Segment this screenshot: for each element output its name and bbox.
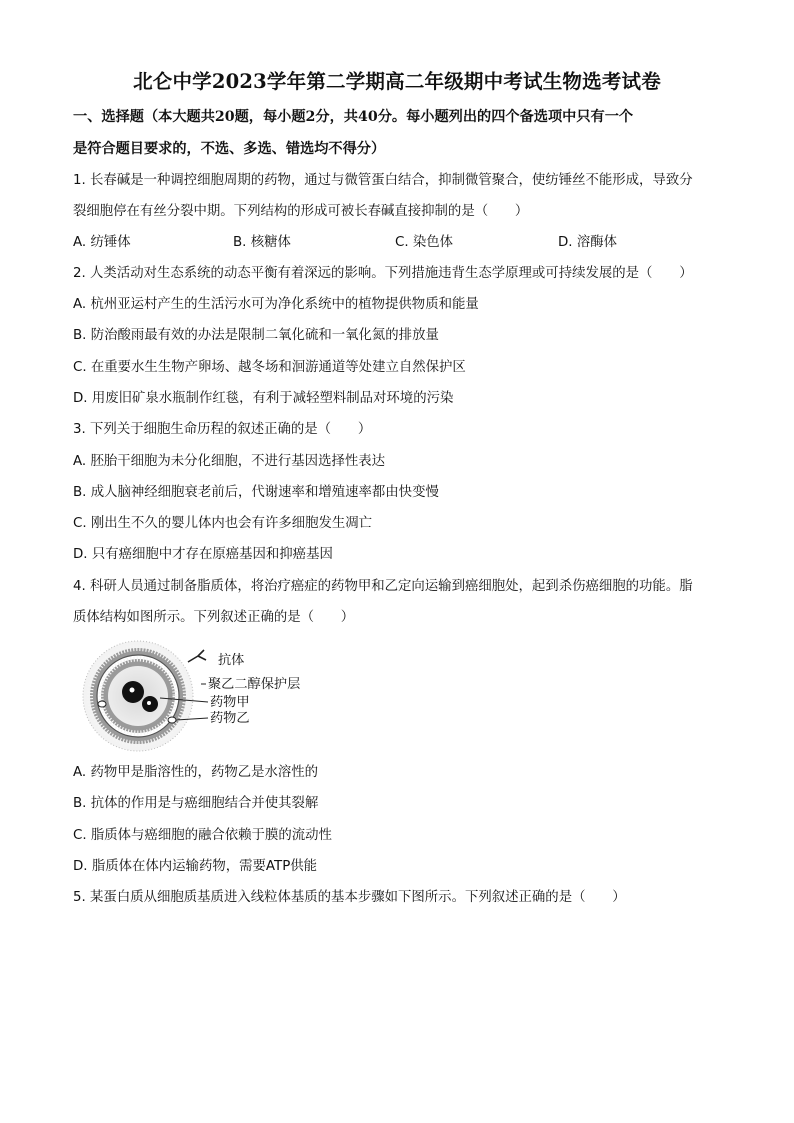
- q4-stem-line-1: 4. 科研人员通过制备脂质体，将治疗癌症的药物甲和乙定向运输到癌细胞处，起到杀伤癌细胞的功能。脂: [73, 579, 693, 594]
- q3-option-a: A. 胚胎干细胞为未分化细胞，不进行基因选择性表达: [73, 454, 386, 469]
- q4-option-d: D. 脂质体在体内运输药物，需要ATP供能: [73, 859, 318, 874]
- q2-option-b: B. 防治酸雨最有效的办法是限制二氧化硫和一氧化氮的排放量: [73, 328, 439, 343]
- label-drug-b: 药物乙: [210, 711, 250, 726]
- page-title: 北仑中学2023学年第二学期高二年级期中考试生物选考试卷: [133, 70, 661, 93]
- q2-option-c: C. 在重要水生生物产卵场、越冬场和洄游通道等处建立自然保护区: [73, 360, 466, 375]
- q2-option-a: A. 杭州亚运村产生的生活污水可为净化系统中的植物提供物质和能量: [73, 297, 479, 312]
- q3-option-c: C. 刚出生不久的婴儿体内也会有许多细胞发生凋亡: [73, 516, 373, 531]
- drug-a-highlight-2: [147, 701, 151, 705]
- label-antibody: 抗体: [218, 653, 245, 668]
- q1-option-b: B. 核糖体: [233, 235, 291, 250]
- q3-option-b: B. 成人脑神经细胞衰老前后，代谢速率和增殖速率都由快变慢: [73, 485, 439, 500]
- q4-option-a: A. 药物甲是脂溶性的，药物乙是水溶性的: [73, 765, 319, 780]
- section-heading-line-1: 一、选择题（本大题共20题，每小题2分，共40分。每小题列出的四个备选项中只有一个: [73, 109, 634, 125]
- q4-option-c: C. 脂质体与癌细胞的融合依赖于膜的流动性: [73, 828, 332, 843]
- label-drug-a: 药物甲: [210, 695, 250, 710]
- q2-option-d: D. 用废旧矿泉水瓶制作红毯，有利于减轻塑料制品对环境的污染: [73, 391, 454, 406]
- section-heading-line-2: 是符合题目要求的，不选、多选、错选均不得分）: [73, 141, 386, 157]
- drug-b-symbol-2: [168, 717, 176, 723]
- q1-option-c: C. 染色体: [395, 235, 454, 250]
- drug-a-highlight-1: [130, 688, 135, 693]
- q4-option-b: B. 抗体的作用是与癌细胞结合并使其裂解: [73, 796, 319, 811]
- q3-option-d: D. 只有癌细胞中才存在原癌基因和抑癌基因: [73, 547, 333, 562]
- q1-stem-line-1: 1. 长春碱是一种调控细胞周期的药物，通过与微管蛋白结合，抑制微管聚合，使纺锤丝不能形成，导致分: [73, 173, 693, 188]
- drug-b-symbol-1: [98, 701, 106, 707]
- q1-options-row: [73, 233, 733, 253]
- q1-option-a: A. 纺锤体: [73, 235, 131, 250]
- q2-stem: 2. 人类活动对生态系统的动态平衡有着深远的影响。下列措施违背生态学原理或可持续发展的是（ ）: [73, 266, 693, 281]
- q1-stem-line-2: 裂细胞停在有丝分裂中期。下列结构的形成可被长春碱直接抑制的是（ ）: [73, 204, 529, 219]
- q1-option-d: D. 溶酶体: [558, 235, 617, 250]
- antibody-icon: [188, 650, 206, 662]
- q4-stem-line-2: 质体结构如图所示。下列叙述正确的是（ ）: [73, 610, 355, 625]
- q5-stem: 5. 某蛋白质从细胞质基质进入线粒体基质的基本步骤如下图所示。下列叙述正确的是（ ）: [73, 890, 626, 905]
- liposome-diagram: [80, 640, 330, 755]
- label-peg: 聚乙二醇保护层: [208, 677, 301, 692]
- q3-stem: 3. 下列关于细胞生命历程的叙述正确的是（ ）: [73, 422, 372, 437]
